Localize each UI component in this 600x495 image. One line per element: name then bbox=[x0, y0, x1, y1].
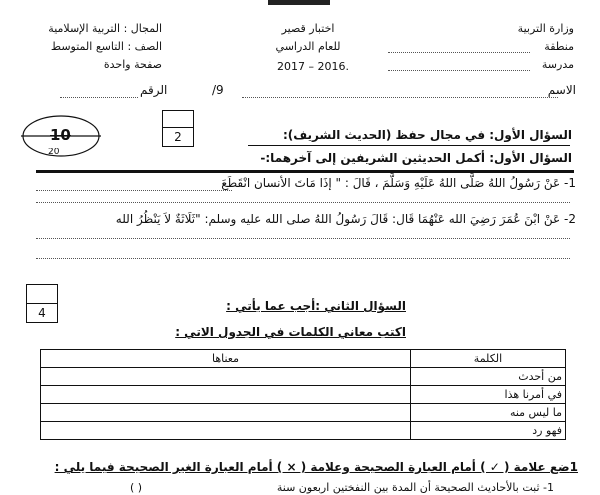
ministry-label: وزارة التربية bbox=[517, 22, 574, 35]
word-cell: ما ليس منه bbox=[411, 404, 566, 422]
hadith-2-blank-b[interactable] bbox=[36, 258, 570, 259]
word-header: الكلمة bbox=[411, 350, 566, 368]
table-header-row bbox=[41, 350, 566, 368]
section2-title: السؤال الثاني :أجب عما يأتي : bbox=[226, 299, 406, 313]
school-label: مدرسة bbox=[541, 58, 574, 71]
subject-label: المجال : التربية الإسلامية bbox=[48, 22, 162, 35]
hadith-1-blank-a[interactable] bbox=[36, 190, 232, 191]
word-cell: في أمرنا هذا bbox=[411, 386, 566, 404]
section2-instruction-2: 1ضع علامة ( ✓ ) أمام العبارة الصحيحة وعلامة ( × ) أمام العبارة الغير الصحيحة فيما يلي : bbox=[54, 460, 578, 474]
region-blank[interactable] bbox=[388, 52, 530, 53]
name-blank[interactable] bbox=[242, 97, 558, 98]
meaning-cell[interactable] bbox=[41, 404, 411, 422]
table-row bbox=[41, 386, 566, 404]
top-scrollbar-handle bbox=[268, 0, 330, 5]
number-blank[interactable] bbox=[60, 97, 138, 98]
hadith-1: 1- عَنْ رَسُولُ اللهُ صَلَّى اللهُ عَلَيْهِ وَسَلَّمَ ، قَالَ : " إذَا مَاتَ الأنسان انْقَطَعَ bbox=[221, 176, 576, 190]
year-label: للعام الدراسي bbox=[275, 40, 341, 53]
word-cell: فهو رد bbox=[411, 422, 566, 440]
tf-item-1: 1- ثبت بالأحاديث الصحيحة أن المدة بين النفختين اربعون سنة bbox=[276, 481, 554, 494]
hadith-2: 2- عَنْ ابْنَ عُمَرَ رَضِيَ الله عَنْهُمَا قَال: قَالَ رَسُولُ اللهُ صلى الله عليه وسلم: "ثَلَاثَةٌ لاَ يَنْظُرُ الله bbox=[115, 212, 576, 226]
class-label: /9 bbox=[212, 83, 224, 97]
total-score: 10 bbox=[50, 126, 71, 144]
number-label: الرقم bbox=[140, 83, 168, 97]
hadith-2-blank-a[interactable] bbox=[36, 238, 570, 239]
page-count-label: صفحة واحدة bbox=[103, 58, 162, 71]
table-row bbox=[41, 404, 566, 422]
q2-mark-box: 4 bbox=[26, 303, 58, 323]
meaning-cell[interactable] bbox=[41, 368, 411, 386]
section1-instruction: السؤال الأول: أكمل الحديثين الشريفين إلى آخرهما:- bbox=[260, 151, 572, 165]
section1-title: السؤال الأول: في مجال حفظ (الحديث الشريف): bbox=[282, 128, 572, 142]
section2-instruction: اكتب معاني الكلمات في الجدول الاتي : bbox=[175, 325, 406, 339]
q1-mark-box: 2 bbox=[162, 127, 194, 147]
school-blank[interactable] bbox=[388, 70, 530, 71]
q1-empty-box[interactable] bbox=[162, 110, 194, 128]
name-label: الاسم bbox=[547, 83, 576, 97]
table-row bbox=[41, 422, 566, 440]
total-score-crossed-below: 20 bbox=[48, 148, 60, 155]
grade-label: الصف : التاسع المتوسط bbox=[50, 40, 162, 53]
meaning-header: معناها bbox=[41, 350, 411, 368]
test-title: اختبار قصير bbox=[281, 22, 335, 35]
year-value: 2017 – 2016. bbox=[277, 60, 349, 73]
meaning-cell[interactable] bbox=[41, 386, 411, 404]
region-label: منطقة bbox=[544, 40, 574, 53]
meaning-cell[interactable] bbox=[41, 422, 411, 440]
table-row bbox=[41, 368, 566, 386]
hadith-1-blank-b[interactable] bbox=[36, 202, 570, 203]
vocab-table bbox=[40, 349, 566, 440]
section-divider bbox=[36, 170, 574, 173]
tf-item-1-answer[interactable]: ( ) bbox=[130, 481, 143, 494]
section1-title-underline bbox=[248, 145, 570, 146]
word-cell: من أحدث bbox=[411, 368, 566, 386]
q2-empty-box[interactable] bbox=[26, 284, 58, 304]
